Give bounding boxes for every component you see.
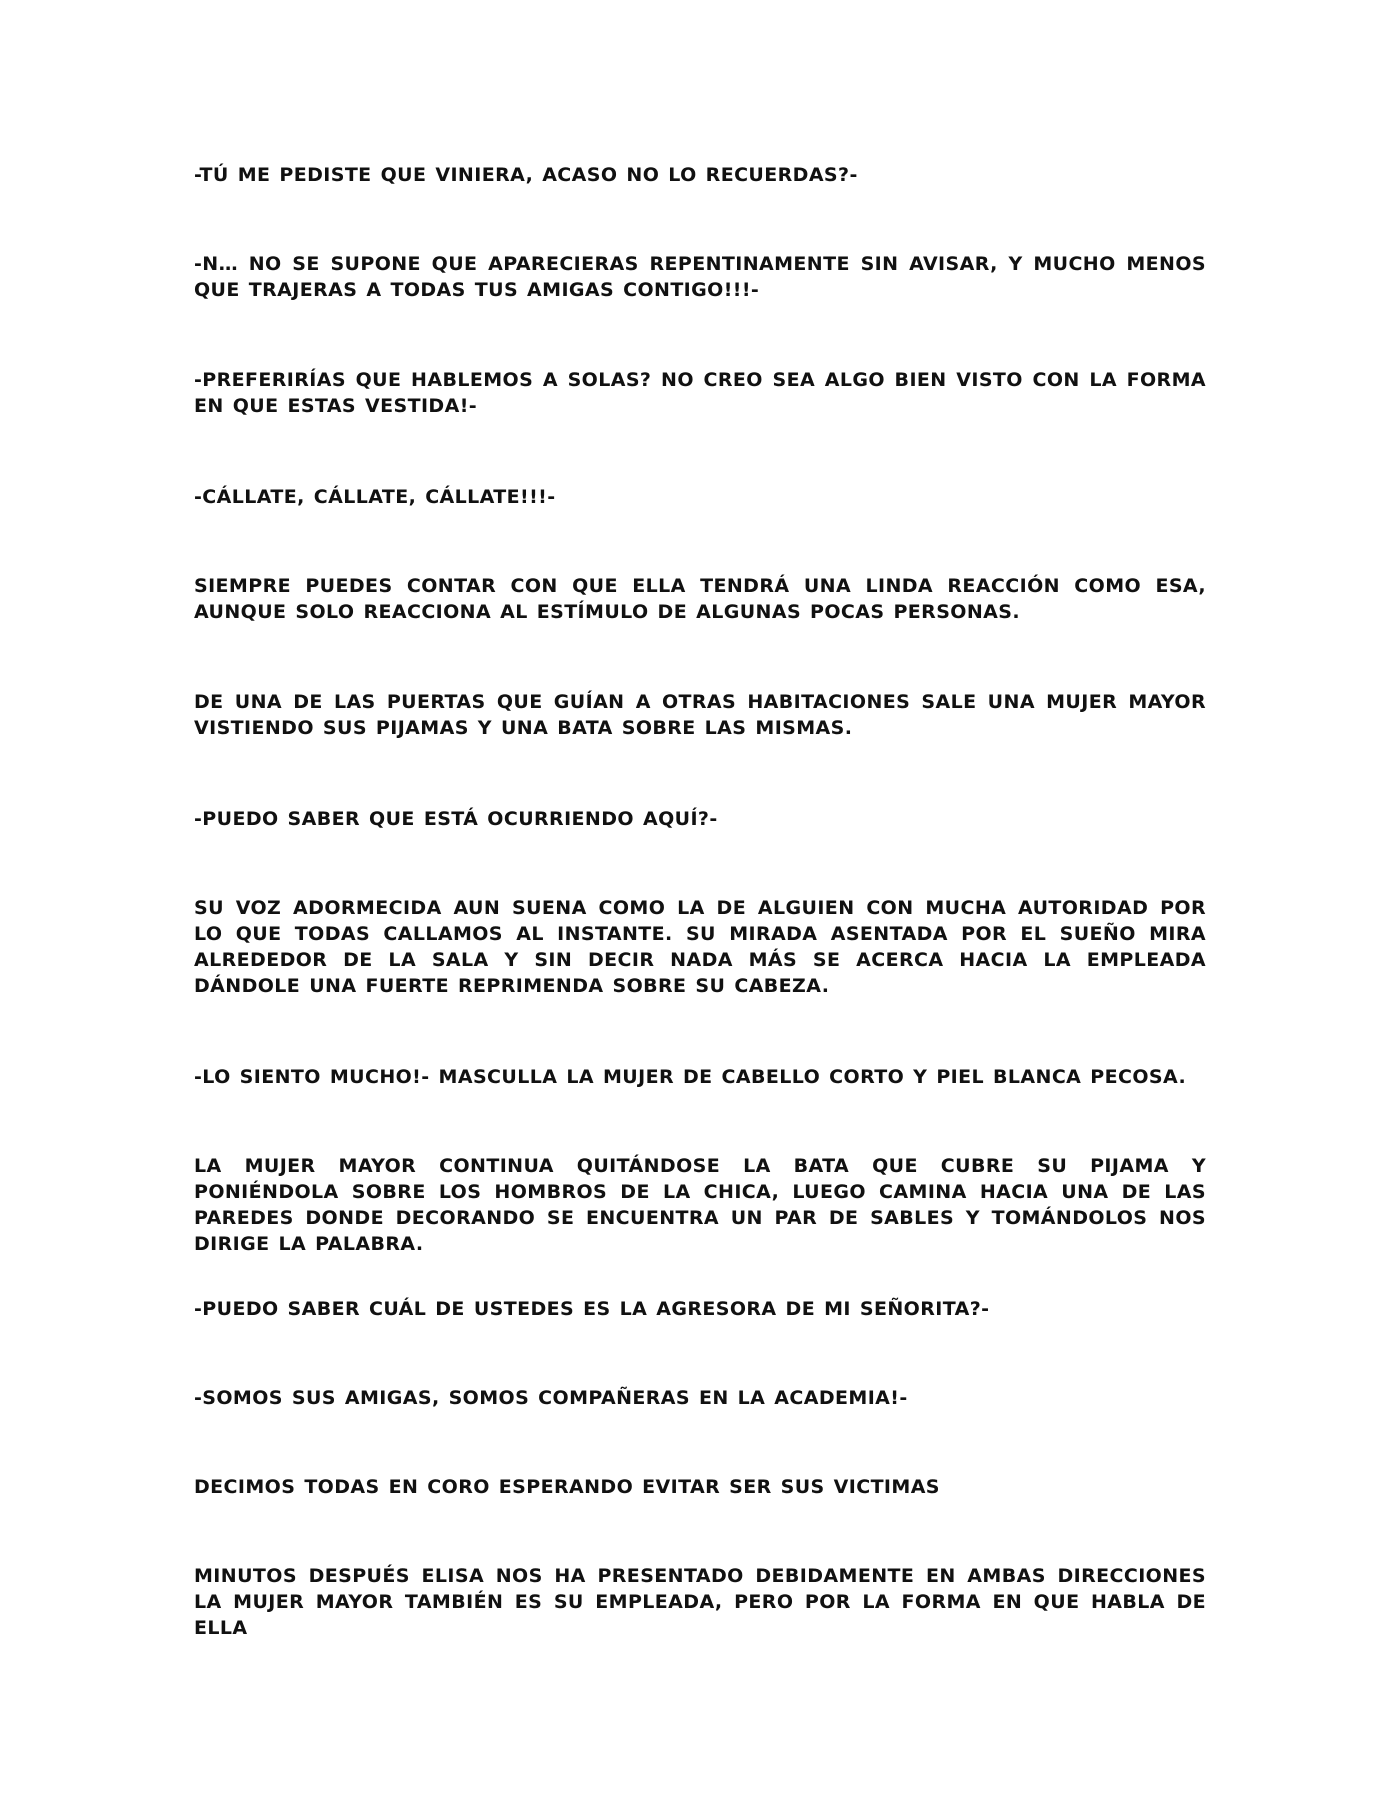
paragraph-13: DECIMOS TODAS EN CORO ESPERANDO EVITAR SER SUS VICTIMAS (194, 1476, 940, 1498)
paragraph-1: -TÚ ME PEDISTE QUE VINIERA, ACASO NO LO RECUERDAS?- (194, 164, 858, 186)
paragraph-10: LA MUJER MAYOR CONTINUA QUITÁNDOSE LA BATA QUE CUBRE SU PIJAMA Y PONIÉNDOLA SOBRE LOS HOMBROS DE LA CHICA, LUEGO CAMINA HACIA UNA DE LAS PAREDES DONDE DECORANDO SE ENCUENTRA UN PAR DE SABLES Y TOMÁNDOLOS NOS DIRIGE LA PALABRA. (194, 1155, 1206, 1255)
paragraph-8: SU VOZ ADORMECIDA AUN SUENA COMO LA DE ALGUIEN CON MUCHA AUTORIDAD POR LO QUE TODAS CALLAMOS AL INSTANTE. SU MIRADA ASENTADA POR EL SUEÑO MIRA ALREDEDOR DE LA SALA Y SIN DECIR NADA MÁS SE ACERCA HACIA LA EMPLEADA DÁNDOLE UNA FUERTE REPRIMENDA SOBRE SU CABEZA. (194, 897, 1206, 997)
paragraph-3: -PREFERIRÍAS QUE HABLEMOS A SOLAS? NO CREO SEA ALGO BIEN VISTO CON LA FORMA EN QUE ESTAS VESTIDA!- (194, 369, 1206, 417)
paragraph-5: SIEMPRE PUEDES CONTAR CON QUE ELLA TENDRÁ UNA LINDA REACCIÓN COMO ESA, AUNQUE SOLO REACCIONA AL ESTÍMULO DE ALGUNAS POCAS PERSONAS. (194, 575, 1206, 623)
paragraph-14: MINUTOS DESPUÉS ELISA NOS HA PRESENTADO DEBIDAMENTE EN AMBAS DIRECCIONES LA MUJER MAYOR TAMBIÉN ES SU EMPLEADA, PERO POR LA FORMA EN QUE HABLA DE ELLA (194, 1565, 1206, 1639)
paragraph-9: -LO SIENTO MUCHO!- MASCULLA LA MUJER DE CABELLO CORTO Y PIEL BLANCA PECOSA. (194, 1066, 1187, 1088)
paragraph-2: -N… NO SE SUPONE QUE APARECIERAS REPENTINAMENTE SIN AVISAR, Y MUCHO MENOS QUE TRAJERAS A TODAS TUS AMIGAS CONTIGO!!!- (194, 253, 1206, 301)
paragraph-6: DE UNA DE LAS PUERTAS QUE GUÍAN A OTRAS HABITACIONES SALE UNA MUJER MAYOR VISTIENDO SUS PIJAMAS Y UNA BATA SOBRE LAS MISMAS. (194, 691, 1206, 739)
paragraph-7: -PUEDO SABER QUE ESTÁ OCURRIENDO AQUÍ?- (194, 808, 718, 830)
paragraph-12: -SOMOS SUS AMIGAS, SOMOS COMPAÑERAS EN LA ACADEMIA!- (194, 1387, 908, 1409)
paragraph-4: -CÁLLATE, CÁLLATE, CÁLLATE!!!- (194, 486, 556, 508)
paragraph-11: -PUEDO SABER CUÁL DE USTEDES ES LA AGRESORA DE MI SEÑORITA?- (194, 1298, 990, 1320)
